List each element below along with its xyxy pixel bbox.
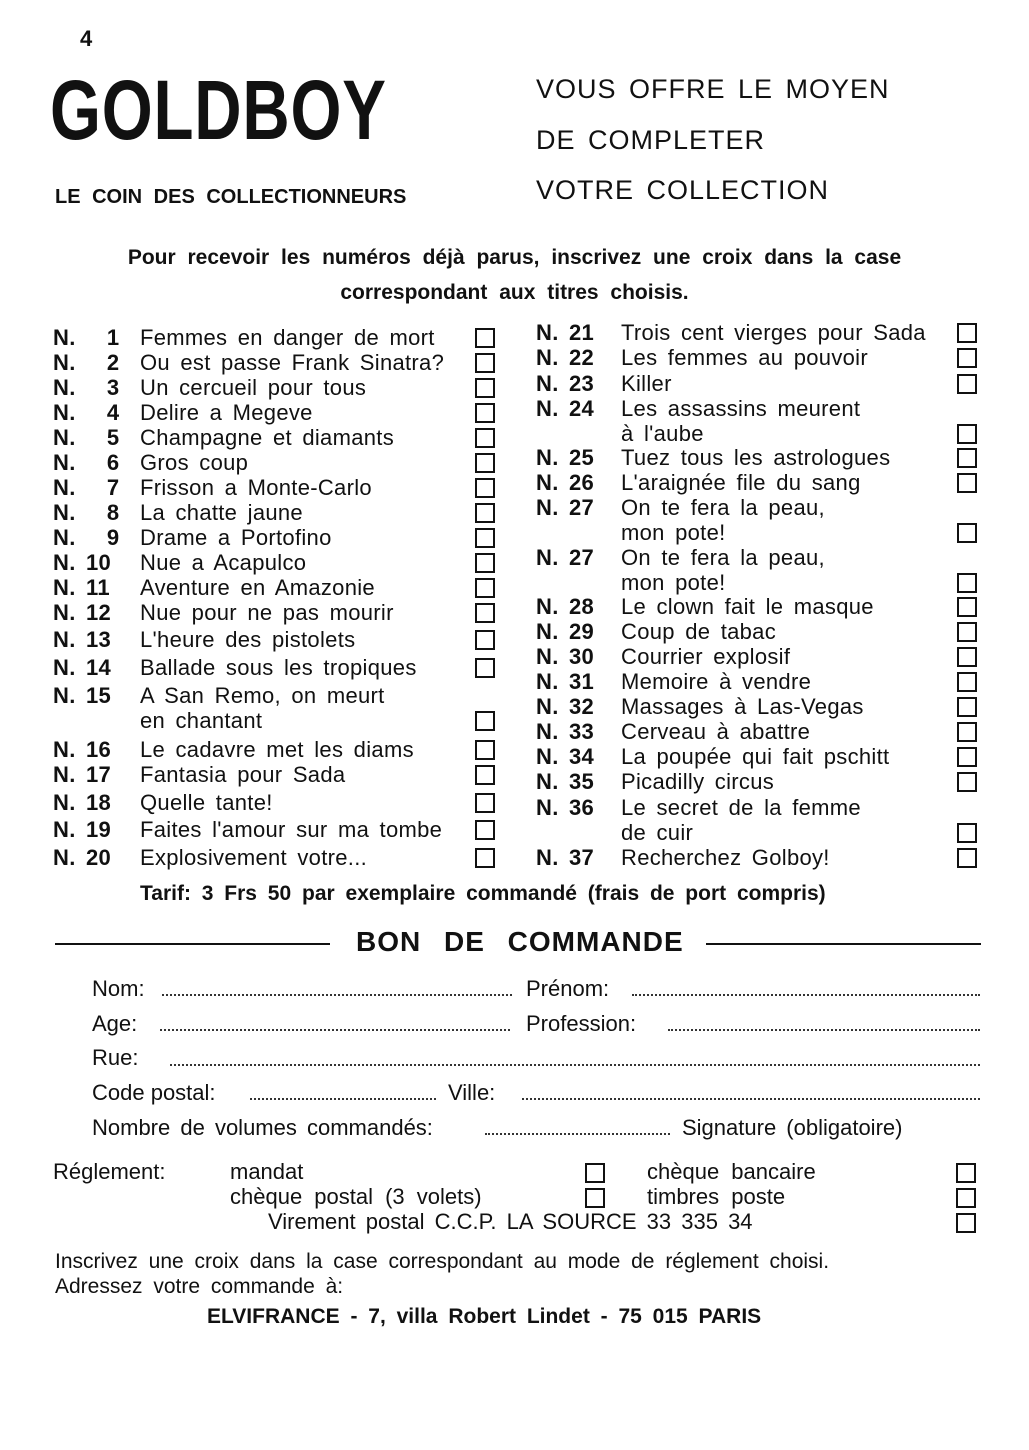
issue-title: On te fera la peau, (621, 545, 825, 570)
issue-checkbox[interactable] (475, 528, 495, 548)
issue-number: N. 27 (536, 495, 595, 520)
ville-label: Ville: (448, 1080, 496, 1105)
footer-address-label: Adressez votre commande à: (55, 1275, 344, 1298)
divider (706, 943, 981, 945)
issue-title: Memoire à vendre (621, 669, 812, 694)
checkbox-cheque-postal[interactable] (585, 1188, 605, 1208)
issue-title: La chatte jaune (140, 500, 303, 525)
issue-title: Fantasia pour Sada (140, 762, 346, 787)
issue-number: N. 12 (53, 600, 112, 625)
issue-checkbox[interactable] (957, 374, 977, 394)
offer-line-2: DE COMPLETER (536, 125, 766, 155)
issue-title: Cerveau à abattre (621, 719, 811, 744)
issue-title: L'araignée file du sang (621, 470, 861, 495)
age-label: Age: (92, 1011, 138, 1036)
issue-number: N. 25 (536, 445, 595, 470)
issue-checkbox[interactable] (475, 453, 495, 473)
issue-checkbox[interactable] (957, 747, 977, 767)
issue-title: On te fera la peau, (621, 495, 825, 520)
issue-number: N. 7 (53, 475, 120, 500)
issue-title: de cuir (621, 820, 694, 845)
issue-number: N. 14 (53, 655, 112, 680)
issue-title: Les femmes au pouvoir (621, 345, 868, 370)
issue-checkbox[interactable] (475, 478, 495, 498)
issue-number: N. 26 (536, 470, 595, 495)
issue-title: Delire a Megeve (140, 400, 313, 425)
issue-number: N. 33 (536, 719, 595, 744)
issue-number: N. 34 (536, 744, 595, 769)
issue-title: Nue a Acapulco (140, 550, 307, 575)
code-postal-label: Code postal: (92, 1080, 216, 1105)
issue-checkbox[interactable] (475, 630, 495, 650)
prenom-label: Prénom: (526, 976, 610, 1001)
issue-title: La poupée qui fait pschitt (621, 744, 890, 769)
issue-number: N. 17 (53, 762, 112, 787)
code-postal-field[interactable] (250, 1098, 436, 1100)
issue-number: N. 37 (536, 845, 595, 870)
issue-number: N. 3 (53, 375, 120, 400)
issue-checkbox[interactable] (475, 793, 495, 813)
checkbox-mandat[interactable] (585, 1163, 605, 1183)
volumes-label: Nombre de volumes commandés: (92, 1115, 433, 1140)
issue-title: Courrier explosif (621, 644, 791, 669)
issue-number: N. 9 (53, 525, 120, 550)
footer-instruction: Inscrivez une croix dans la case correspondant au mode de réglement choisi. (55, 1250, 830, 1273)
issue-checkbox[interactable] (475, 378, 495, 398)
issue-checkbox[interactable] (475, 328, 495, 348)
issue-title: Frisson a Monte-Carlo (140, 475, 372, 500)
issue-checkbox[interactable] (475, 553, 495, 573)
profession-field[interactable] (668, 1029, 980, 1031)
issue-checkbox[interactable] (957, 323, 977, 343)
issue-number: N. 15 (53, 683, 112, 708)
issue-title: Aventure en Amazonie (140, 575, 375, 600)
checkbox-timbres[interactable] (956, 1188, 976, 1208)
issue-checkbox[interactable] (475, 578, 495, 598)
issue-title: Nue pour ne pas mourir (140, 600, 394, 625)
issue-checkbox[interactable] (957, 772, 977, 792)
issue-checkbox[interactable] (475, 711, 495, 731)
issue-checkbox[interactable] (957, 597, 977, 617)
issue-checkbox[interactable] (475, 658, 495, 678)
rue-field[interactable] (170, 1064, 980, 1066)
issue-checkbox[interactable] (957, 424, 977, 444)
signature-label: Signature (obligatoire) (682, 1115, 903, 1140)
issue-title: Quelle tante! (140, 790, 273, 815)
offer-line-1: VOUS OFFRE LE MOYEN (536, 74, 890, 104)
subtitle: LE COIN DES COLLECTIONNEURS (55, 186, 407, 208)
logo-title: GOLDBOY (50, 63, 387, 157)
issue-title: Trois cent vierges pour Sada (621, 320, 926, 345)
issue-number: N. 24 (536, 396, 595, 421)
issue-title: mon pote! (621, 520, 726, 545)
issue-title: Un cercueil pour tous (140, 375, 367, 400)
payment-label: Réglement: (53, 1159, 166, 1184)
nom-label: Nom: (92, 976, 145, 1001)
issue-checkbox[interactable] (475, 403, 495, 423)
issue-title: Killer (621, 371, 672, 396)
issue-number: N. 11 (53, 575, 110, 600)
issue-checkbox[interactable] (957, 473, 977, 493)
payment-cheque-bancaire: chèque bancaire (647, 1159, 816, 1184)
issue-number: N. 6 (53, 450, 120, 475)
tarif: Tarif: 3 Frs 50 par exemplaire commandé (frais de port compris) (140, 882, 826, 905)
issue-title: Drame a Portofino (140, 525, 332, 550)
issue-number: N. 10 (53, 550, 112, 575)
prenom-field[interactable] (632, 994, 980, 996)
issue-title: Coup de tabac (621, 619, 777, 644)
issue-checkbox[interactable] (957, 848, 977, 868)
issue-checkbox[interactable] (475, 848, 495, 868)
issue-title: mon pote! (621, 570, 726, 595)
rue-label: Rue: (92, 1045, 139, 1070)
issue-title: Femmes en danger de mort (140, 325, 435, 350)
issue-number: N. 29 (536, 619, 595, 644)
issue-number: N. 8 (53, 500, 120, 525)
issue-number: N. 1 (53, 325, 120, 350)
issue-title: Ballade sous les tropiques (140, 655, 417, 680)
issue-number: N. 22 (536, 345, 595, 370)
issue-title: Explosivement votre... (140, 845, 368, 870)
issue-checkbox[interactable] (957, 697, 977, 717)
checkbox-virement[interactable] (956, 1213, 976, 1233)
issue-checkbox[interactable] (475, 740, 495, 760)
issue-number: N. 23 (536, 371, 595, 396)
issue-title: Le clown fait le masque (621, 594, 874, 619)
issue-title: Ou est passe Frank Sinatra? (140, 350, 445, 375)
issue-checkbox[interactable] (957, 448, 977, 468)
issue-title: à l'aube (621, 421, 704, 446)
issue-number: N. 2 (53, 350, 120, 375)
issue-number: N. 31 (536, 669, 595, 694)
issue-checkbox[interactable] (957, 523, 977, 543)
issue-checkbox[interactable] (957, 823, 977, 843)
issue-number: N. 18 (53, 790, 112, 815)
issue-number: N. 13 (53, 627, 112, 652)
issue-checkbox[interactable] (957, 622, 977, 642)
issue-title: Gros coup (140, 450, 249, 475)
nom-field[interactable] (162, 994, 512, 996)
age-field[interactable] (160, 1029, 510, 1031)
intro-line-1: Pour recevoir les numéros déjà parus, inscrivez une croix dans la case (127, 246, 902, 269)
issue-title: Champagne et diamants (140, 425, 395, 450)
page-number: 4 (80, 26, 93, 51)
issue-title: L'heure des pistolets (140, 627, 356, 652)
intro-line-2: correspondant aux titres choisis. (340, 281, 689, 304)
issue-title: en chantant (140, 708, 263, 733)
profession-label: Profession: (526, 1011, 637, 1036)
issue-checkbox[interactable] (475, 820, 495, 840)
issue-number: N. 36 (536, 795, 595, 820)
issue-title: Recherchez Golboy! (621, 845, 830, 870)
payment-mandat: mandat (230, 1159, 304, 1184)
issue-title: A San Remo, on meurt (140, 683, 385, 708)
issue-title: Le cadavre met les diams (140, 737, 414, 762)
issue-checkbox[interactable] (957, 722, 977, 742)
issue-number: N. 19 (53, 817, 112, 842)
issue-number: N. 16 (53, 737, 112, 762)
payment-timbres: timbres poste (647, 1184, 786, 1209)
offer-line-3: VOTRE COLLECTION (536, 175, 830, 205)
issue-number: N. 20 (53, 845, 112, 870)
issue-number: N. 5 (53, 425, 120, 450)
issue-checkbox[interactable] (957, 573, 977, 593)
ville-field[interactable] (522, 1098, 980, 1100)
issue-title: Tuez tous les astrologues (621, 445, 891, 470)
issue-checkbox[interactable] (475, 503, 495, 523)
issue-title: Les assassins meurent (621, 396, 861, 421)
issue-number: N. 32 (536, 694, 595, 719)
issue-title: Massages à Las-Vegas (621, 694, 864, 719)
issue-number: N. 21 (536, 320, 595, 345)
issue-title: Faites l'amour sur ma tombe (140, 817, 443, 842)
issue-number: N. 27 (536, 545, 595, 570)
checkbox-cheque-bancaire[interactable] (956, 1163, 976, 1183)
issue-number: N. 28 (536, 594, 595, 619)
issue-checkbox[interactable] (475, 428, 495, 448)
issue-number: N. 35 (536, 769, 595, 794)
issue-title: Picadilly circus (621, 769, 775, 794)
issue-checkbox[interactable] (957, 348, 977, 368)
payment-virement: Virement postal C.C.P. LA SOURCE 33 335 34 (268, 1209, 753, 1234)
payment-cheque-postal: chèque postal (3 volets) (230, 1184, 482, 1209)
divider (55, 943, 330, 945)
issue-checkbox[interactable] (957, 647, 977, 667)
issue-checkbox[interactable] (475, 603, 495, 623)
issue-checkbox[interactable] (475, 765, 495, 785)
order-title: BON DE COMMANDE (356, 926, 684, 957)
issue-title: Le secret de la femme (621, 795, 861, 820)
issue-number: N. 30 (536, 644, 595, 669)
issue-checkbox[interactable] (475, 353, 495, 373)
issue-checkbox[interactable] (957, 672, 977, 692)
issue-number: N. 4 (53, 400, 120, 425)
footer-address: ELVIFRANCE - 7, villa Robert Lindet - 75 015 PARIS (207, 1305, 762, 1328)
volumes-field[interactable] (485, 1133, 670, 1135)
